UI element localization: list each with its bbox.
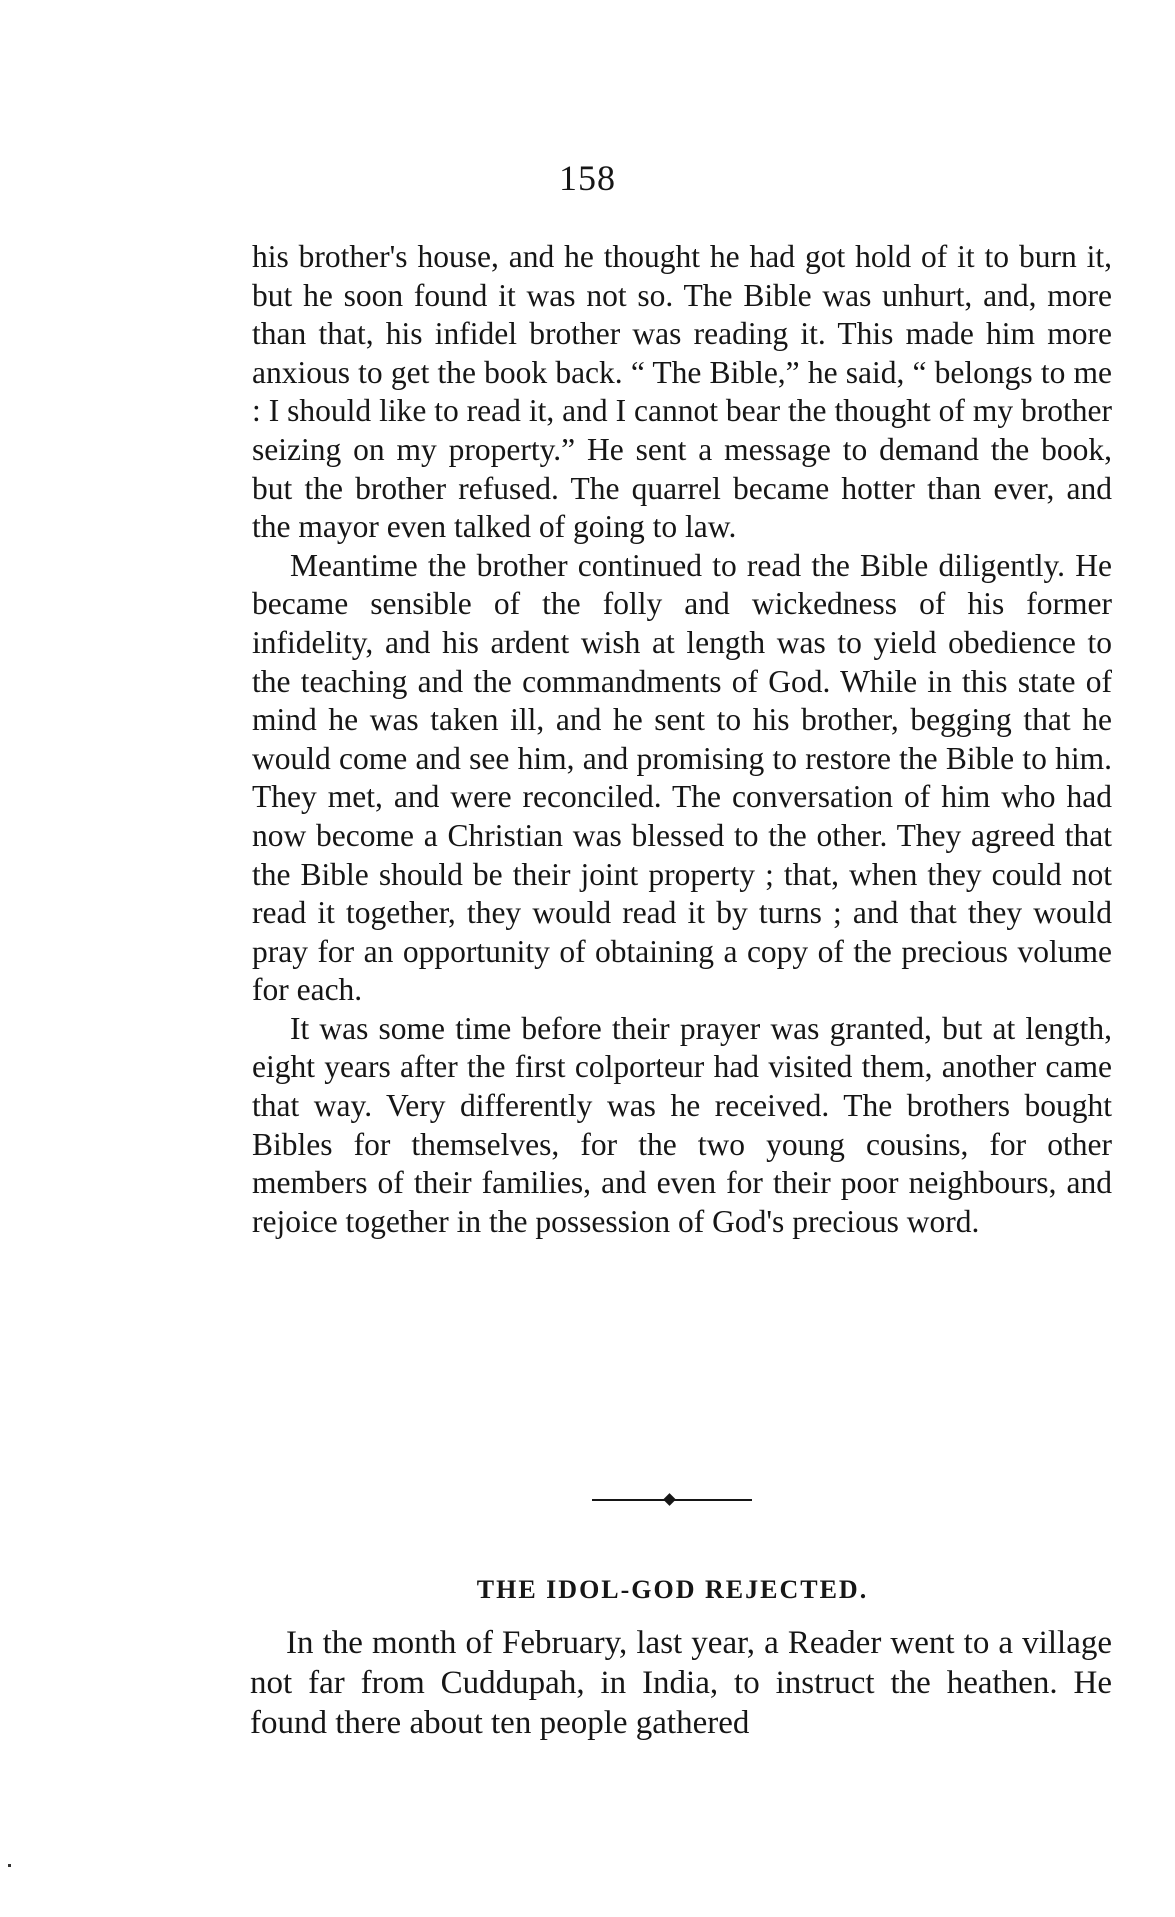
section-paragraph: In the month of February, last year, a Reader went to a village not far from Cuddupah, in India, to instruct the heathen. He found there about ten people gathered <box>250 1625 1112 1741</box>
section-text <box>250 1623 1112 1743</box>
scan-edge-mark <box>8 1864 11 1867</box>
body-text <box>252 238 1112 1241</box>
page-number: 158 <box>559 158 616 198</box>
ornamental-divider <box>592 1493 752 1507</box>
section-heading: THE IDOL-GOD REJECTED. <box>476 1575 869 1604</box>
paragraph-meantime: Meantime the brother continued to read the Bible diligently. He became sensible of the folly and wickedness of his former infidelity, and his ardent wish at length was to yield obedience to the teaching and the commandments of God. While in this state of mind he was taken ill, and he sent to his brother, begging that he would come and see him, and promising to restore the Bible to him. They met, and were reconciled. The conversation of him who had now become a Christian was blessed to the other. They agreed that the Bible should be their joint property ; that, when they could not read it together, they would read it by turns ; and that they would pray for an opportunity of obtaining a copy of the precious volume for each. <box>252 547 1112 1008</box>
paragraph-prayer-granted: It was some time before their prayer was granted, but at length, eight years after the first colporteur had visited them, another came that way. Very differently was he received. The brothers bought Bibles for themselves, for the two young cousins, for other members of their families, and even for their poor neighbours, and rejoice together in the possession of God's precious word. <box>252 1010 1112 1239</box>
paragraph-continued: his brother's house, and he thought he had got hold of it to burn it, but he soon found it was not so. The Bible was unhurt, and, more than that, his infidel brother was reading it. This made him more anxious to get the book back. “ The Bible,” he said, “ belongs to me : I should like to read it, and I cannot bear the thought of my brother seizing on my property.” He sent a message to demand the book, but the brother refused. The quarrel became hotter than ever, and the mayor even talked of going to law. <box>252 239 1112 545</box>
divider-diamond-icon <box>663 1493 676 1506</box>
